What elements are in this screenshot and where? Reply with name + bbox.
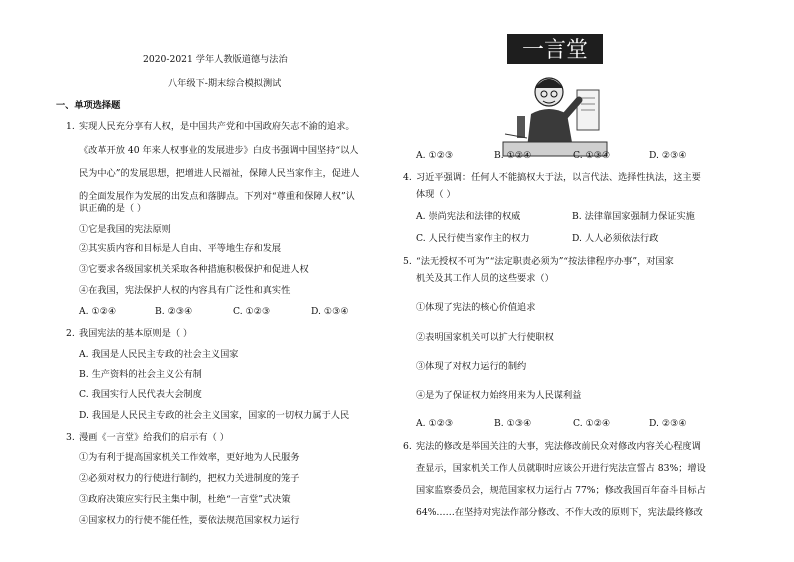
q2-option-a[interactable]: A. 我国是人民民主专政的社会主义国家 [79,349,239,360]
q1-stem-line: 《改革开放 40 年来人权事业的发展进步》白皮书强调中国坚持“以人 [79,145,359,156]
q1-stem-line: 的全面发展作为发展的出发点和落脚点。下列对“尊重和保障人权”认 [79,191,355,202]
q5-item: ④是为了保证权力始终用来为人民谋利益 [416,390,582,401]
q1-stem-line: 实现人民充分享有人权，是中国共产党和中国政府矢志不渝的追求。 [79,121,355,132]
q3-option-a[interactable]: A. ①②③ [416,150,454,161]
q6-stem-line: 国家监察委员会，规范国家权力运行占 77%；修改我国百年奋斗目标占 [416,485,706,496]
q5-item: ③体现了对权力运行的制约 [416,361,527,372]
q5-number: 5. [403,256,412,267]
q1-item: ②其实质内容和目标是人自由、平等地生存和发展 [79,243,282,254]
q3-number: 3. [66,432,75,443]
q3-option-d[interactable]: D. ②③④ [649,150,687,161]
q1-item: ④在我国，宪法保护人权的内容具有广泛性和真实性 [79,285,291,296]
q1-option-d[interactable]: D. ①③④ [311,306,349,317]
q1-item: ③它要求各级国家机关采取各种措施积极保护和促进人权 [79,264,309,275]
q3-item: ①为有利于提高国家机关工作效率，更好地为人民服务 [79,452,300,463]
q2-option-c[interactable]: C. 我国实行人民代表大会制度 [79,389,202,400]
section-heading: 一、单项选择题 [56,100,121,111]
q3-stem: 漫画《一言堂》给我们的启示有（ ） [79,432,229,443]
q3-item: ④国家权力的行使不能任性，要依法规范国家权力运行 [79,515,300,526]
q1-option-a[interactable]: A. ①②④ [79,306,117,317]
q6-number: 6. [403,441,412,452]
q4-number: 4. [403,172,412,183]
q4-option-b[interactable]: B. 法律靠国家强制力保证实施 [572,211,695,222]
q5-option-a[interactable]: A. ①②③ [416,418,454,429]
exam-title: 2020-2021 学年人教版道德与法治 [143,54,288,65]
q5-stem-line: “法无授权不可为”“法定职责必须为”“按法律程序办事”，对国家 [416,256,674,267]
cartoon-caption: 一言堂 [521,38,589,63]
q6-stem-line: 查显示，国家机关工作人员就职时应该公开进行宪法宣誓占 83%；增设 [416,463,706,474]
q4-stem-line: 体现（ ） [416,189,456,200]
q5-option-c[interactable]: C. ①②④ [573,418,611,429]
q5-item: ①体现了宪法的核心价值追求 [416,302,536,313]
q2-number: 2. [66,328,75,339]
q5-option-d[interactable]: D. ②③④ [649,418,687,429]
q3-item: ③政府决策应实行民主集中制，杜绝“一言堂”式决策 [79,494,291,505]
q5-option-b[interactable]: B. ①③④ [494,418,532,429]
cartoon-illustration [497,30,613,162]
q1-number: 1. [66,121,75,132]
q4-option-d[interactable]: D. 人人必须依法行政 [572,233,659,244]
q5-stem-line: 机关及其工作人员的这些要求（） [416,273,554,284]
q4-option-a[interactable]: A. 崇尚宪法和法律的权威 [416,211,521,222]
q1-option-b[interactable]: B. ②③④ [155,306,193,317]
q1-stem-line: 识正确的是（ ） [79,203,147,214]
q4-option-c[interactable]: C. 人民行使当家作主的权力 [416,233,530,244]
q4-stem-line: 习近平强调：任何人不能搞权大于法，以言代法、选择性执法，这主要 [416,172,701,183]
q1-option-c[interactable]: C. ①②③ [233,306,271,317]
q6-stem-line: 64%……在坚持对宪法作部分修改、不作大改的原则下，宪法最终修改 [416,507,703,518]
microphone-icon [517,116,525,138]
q3-option-c[interactable]: C. ①③④ [573,150,611,161]
q3-option-b[interactable]: B. ①②④ [494,150,532,161]
q6-stem-line: 宪法的修改是举国关注的大事，宪法修改前民众对修改内容关心程度调 [416,441,701,452]
q5-item: ②表明国家机关可以扩大行使职权 [416,332,554,343]
q2-stem: 我国宪法的基本原则是（ ） [79,328,193,339]
exam-subtitle: 八年级下-期末综合模拟测试 [168,78,282,89]
q1-item: ①它是我国的宪法原则 [79,224,171,235]
q2-option-d[interactable]: D. 我国是人民民主专政的社会主义国家，国家的一切权力属于人民 [79,410,350,421]
q3-item: ②必须对权力的行使进行制约，把权力关进制度的笼子 [79,473,300,484]
q1-stem-line: 民为中心”的发展思想，把增进人民福祉，保障人民当家作主，促进人 [79,168,360,179]
q2-option-b[interactable]: B. 生产资料的社会主义公有制 [79,369,202,380]
